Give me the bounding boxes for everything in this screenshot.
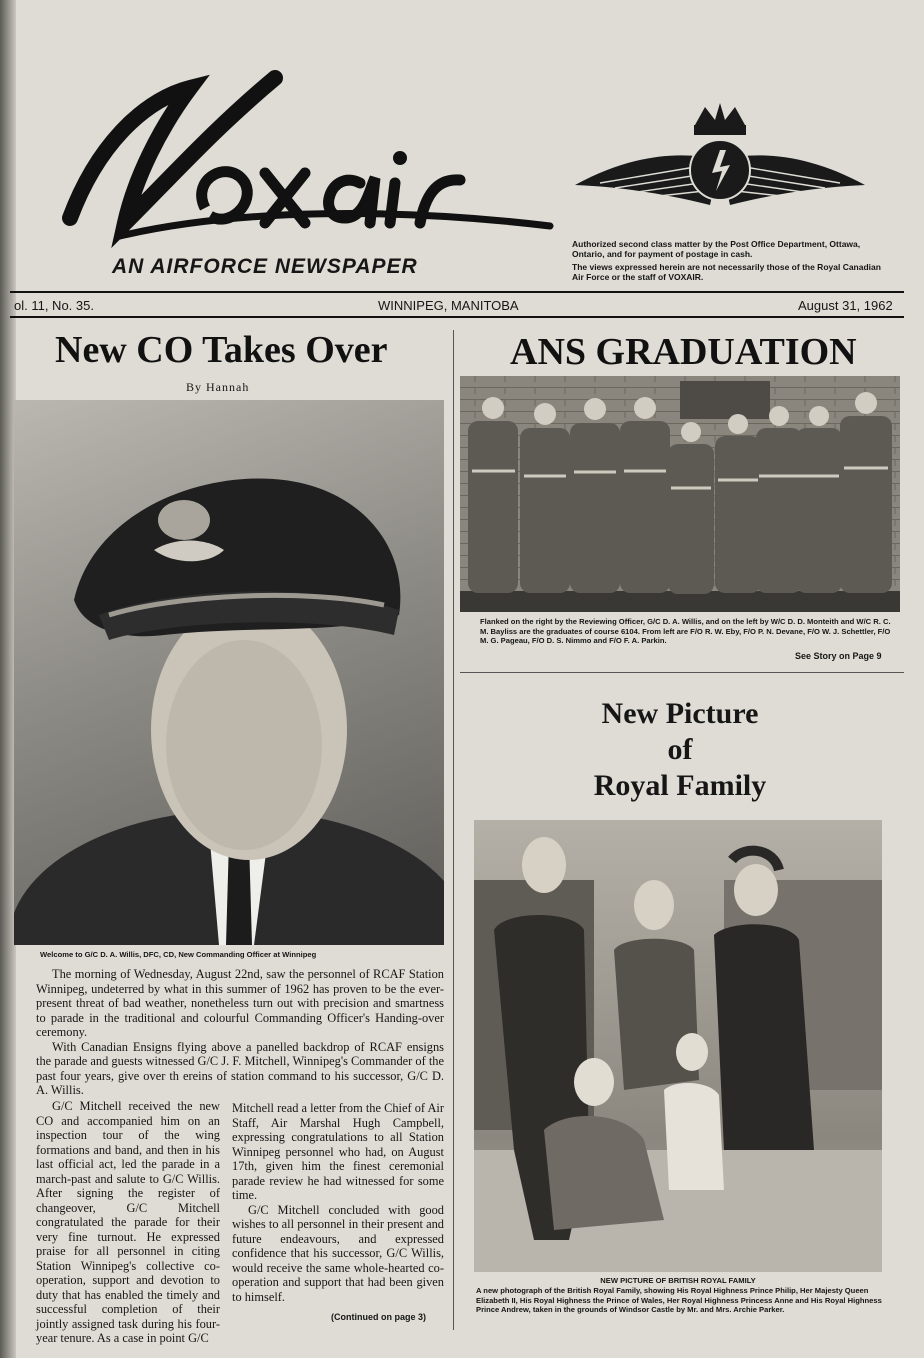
rcaf-wings-icon xyxy=(570,95,870,220)
postal-authorization: Authorized second class matter by the Post Office Department, Ottawa, Ontario, and for payment of postage in cash. xyxy=(572,239,861,259)
lead-paragraph: Mitchell read a letter from the Chief of Air Staff, Air Marshal Hugh Campbell, expressing congratulations to all Station Winnipeg personnel who had, on August 17th, given him the finest ceremonial parade review he had witnessed for some time. xyxy=(232,1101,444,1202)
lead-paragraph: With Canadian Ensigns flying above a panelled backdrop of RCAF ensigns the parade and guests witnessed G/C J. F. Mitchell, Winnipeg's Commander of the past four years, give over th ereins of station command to his successor, G/C D. A. Willis. xyxy=(36,1039,444,1097)
lead-intro xyxy=(36,967,444,1098)
lead-column-left xyxy=(36,1099,220,1346)
graduation-photo-caption: Flanked on the right by the Reviewing Officer, G/C D. A. Willis, and on the left by W/C D. D. Monteith and W/C R. C. M. Bayliss are the graduates of course 6104. From left are F/O R. W. Eby, F/O P. N. Devane, F/O W. J. Schettler, F/O M. G. Pageau, F/O D. S. Nimmo and F/O F. A. Parkin. xyxy=(480,617,891,646)
column-divider xyxy=(453,330,454,1330)
dateline-rule xyxy=(10,316,904,318)
ans-headline: ANS GRADUATION xyxy=(510,331,857,373)
royal-family-photo xyxy=(474,820,882,1272)
lead-headline: New CO Takes Over xyxy=(55,329,388,371)
lead-paragraph: G/C Mitchell concluded with good wishes to all personnel in their present and future endeavours, and expressed confidence that his successor, G/C Willis, would receive the same whole-hearted co-operation and support that had been given to himself. xyxy=(232,1202,444,1304)
lead-column-right xyxy=(232,1101,444,1304)
royal-headline-line: Royal Family xyxy=(593,769,767,802)
lead-paragraph: G/C Mitchell received the new CO and accompanied him on an inspection tour of the wing formations and band, and then in his last official act, led the parade in a march-past and salute to G/C Willis. After signing the register of changeover, G/C Mitchell congratulated the parade for their very fine turnout. He expressed praise for all personnel in citing Station Winnipeg's collective co-operation, support and devotion to duty that has enabled the timely and successful completion of their jointly assigned task during his four-year tenure. As a case in point G/C xyxy=(36,1099,220,1345)
issue-date: August 31, 1962 xyxy=(798,298,893,313)
royal-photo-caption: A new photograph of the British Royal Family, showing His Royal Highness Prince Philip, Her Majesty Queen Elizabeth II, His Royal Highness the Prince of Wales, Her Royal Highness Princess Anne and His Royal Highness Prince Andrew, taken in the grounds of Windsor Castle by Mr. and Mrs. Archie Parker. xyxy=(476,1286,882,1315)
byline: By Hannah xyxy=(186,380,250,394)
royal-caption-title: NEW PICTURE OF BRITISH ROYAL FAMILY xyxy=(600,1276,756,1285)
tagline: AN AIRFORCE NEWSPAPER xyxy=(112,255,418,278)
section-rule xyxy=(460,672,904,673)
royal-headline-line: New Picture xyxy=(601,697,759,730)
royal-headline xyxy=(540,696,820,804)
graduation-photo xyxy=(460,376,900,612)
commanding-officer-photo xyxy=(14,400,444,945)
top-rule xyxy=(10,291,904,293)
lead-paragraph: The morning of Wednesday, August 22nd, saw the personnel of RCAF Station Winnipeg, undeterred by what in this summer of 1962 has proven to be the ever-present threat of bad weather, nonetheless turn out with precision and smartness to parade in the traditional and colourful Commanding Officer's Handing-over ceremony. xyxy=(36,967,444,1039)
royal-headline-line: of xyxy=(667,733,693,766)
volume-number: ol. 11, No. 35. xyxy=(14,298,94,313)
continued-note: (Continued on page 3) xyxy=(331,1312,426,1322)
location: WINNIPEG, MANITOBA xyxy=(378,298,519,313)
views-disclaimer: The views expressed herein are not necessarily those of the Royal Canadian Air Force or the staff of VOXAIR. xyxy=(572,262,881,282)
see-story-link[interactable]: See Story on Page 9 xyxy=(795,651,882,661)
voxair-logo xyxy=(40,58,560,258)
lead-photo-caption: Welcome to G/C D. A. Willis, DFC, CD, New Commanding Officer at Winnipeg xyxy=(40,950,317,959)
postal-notice xyxy=(572,239,892,285)
